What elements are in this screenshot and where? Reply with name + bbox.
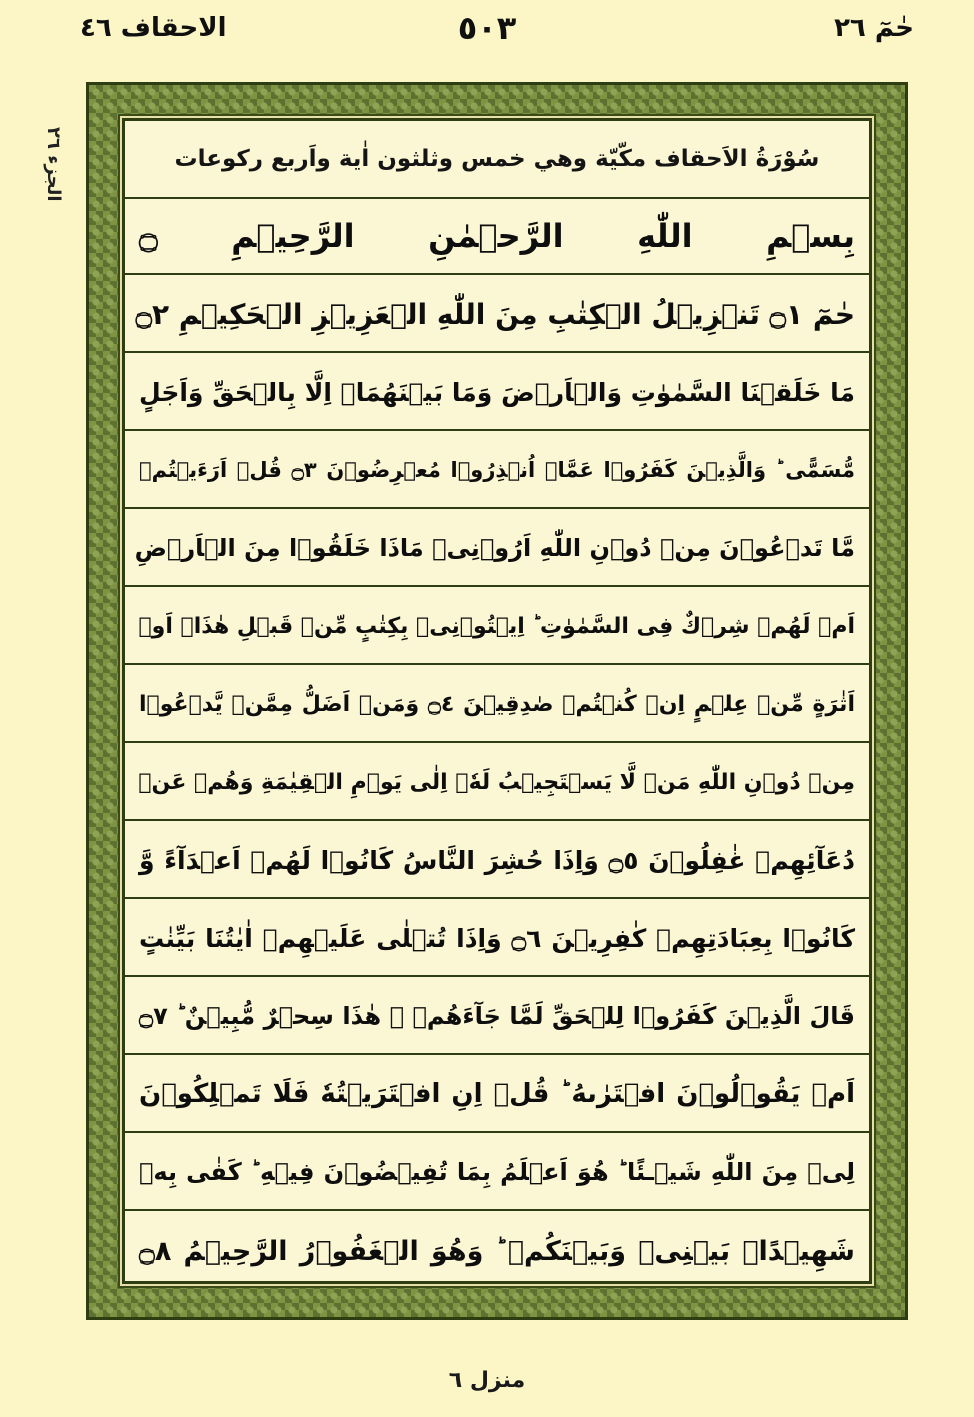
surah-title-box xyxy=(125,121,869,199)
running-header-surah-name: الاحقاف ٤٦ xyxy=(80,13,227,43)
verse-line xyxy=(125,355,869,431)
verse-line-text: مَا خَلَقۡنَا السَّمٰوٰتِ وَالۡاَرۡضَ وَمَا بَيۡنَهُمَاۤ اِلَّا بِالۡحَقِّ وَاَجَلٍ xyxy=(139,377,855,407)
juz-marker: الجزء ٢٦ xyxy=(43,127,64,202)
verse-line-text: اَمۡ يَقُوۡلُوۡنَ افۡتَرٰٮهُ ؕ قُلۡ اِنِ افۡتَرَيۡتُهٗ فَلَا تَمۡلِكُوۡنَ xyxy=(139,1079,855,1109)
verse-line-text: مَّا تَدۡعُوۡنَ مِنۡ دُوۡنِ اللّٰهِ اَرُوۡنِىۡ مَاذَا خَلَقُوۡا مِنَ الۡاَرۡضِ xyxy=(134,534,855,562)
verse-line-text: دُعَآئِهِمۡ غٰفِلُوۡنَ ۝٥ وَاِذَا حُشِرَ النَّاسُ كَانُوۡا لَهُمۡ اَعۡدَآءً وَّ xyxy=(139,845,855,875)
verse-line-text: مُّسَمًّى ؕ وَالَّذِيۡنَ كَفَرُوۡا عَمَّاۤ اُنۡذِرُوۡا مُعۡرِضُوۡنَ ۝٣ قُلۡ اَرَءَيۡتُمۡ xyxy=(139,458,856,482)
verse-line xyxy=(125,433,869,509)
verse-line-text: بِسۡمِ اللّٰهِ الرَّحۡمٰنِ الرَّحِيۡمِ ۝ xyxy=(139,217,855,255)
verse-line xyxy=(125,277,869,353)
surah-title: سُوْرَةُ الاَحقاف مكّيّة وهي خمس وثلثون اٰية واَربع ركوعات xyxy=(174,146,820,172)
verse-line xyxy=(125,745,869,821)
verse-line xyxy=(125,589,869,665)
verse-line-text: اَثٰرَةٍ مِّنۡ عِلۡمٍ اِنۡ كُنۡتُمۡ صٰدِقِيۡنَ ۝٤ وَمَنۡ اَضَلُّ مِمَّنۡ يَّدۡعُوۡا xyxy=(139,691,855,717)
verse-line-text: شَهِيۡدًاۢ بَيۡنِىۡ وَبَيۡنَكُمۡ ؕ وَهُوَ الۡغَفُوۡرُ الرَّحِيۡمُ ۝٨ xyxy=(139,1235,855,1267)
verse-line xyxy=(125,199,869,275)
verse-line xyxy=(125,1057,869,1133)
verse-line-text: اَمۡ لَهُمۡ شِرۡكٌ فِى السَّمٰوٰتِ ؕ اِيۡتُوۡنِىۡ بِكِتٰبٍ مِّنۡ قَبۡلِ هٰذَاۤ اَوۡ xyxy=(138,613,855,639)
verse-line xyxy=(125,823,869,899)
verse-line xyxy=(125,1135,869,1211)
running-header-surah-juz: حٰمٓ ٢٦ xyxy=(834,13,914,43)
verse-line-text: لِىۡ مِنَ اللّٰهِ شَيۡـئًا ؕ هُوَ اَعۡلَمُ بِمَا تُفِيۡضُوۡنَ فِيۡهِ ؕ كَفٰى بِهٖ xyxy=(139,1158,855,1186)
verse-line-text: كَانُوۡا بِعِبَادَتِهِمۡ كٰفِرِيۡنَ ۝٦ وَاِذَا تُتۡلٰى عَلَيۡهِمۡ اٰيٰتُنَا بَيِّنٰتٍ xyxy=(139,923,855,953)
verse-line-text: قَالَ الَّذِيۡنَ كَفَرُوۡا لِلۡحَقِّ لَمَّا جَآءَهُمۡ ۙ هٰذَا سِحۡرٌ مُّبِيۡنٌ ؕ ۝٧ xyxy=(139,1002,855,1030)
verse-line-text: حٰمٓ ۝١ تَنۡزِيۡلُ الۡكِتٰبِ مِنَ اللّٰهِ الۡعَزِيۡزِ الۡحَكِيۡمِ ۝٢ xyxy=(135,297,855,331)
verse-line xyxy=(125,667,869,743)
verse-line xyxy=(125,901,869,977)
verse-line-text: مِنۡ دُوۡنِ اللّٰهِ مَنۡ لَّا يَسۡتَجِيۡبُ لَهٗۤ اِلٰى يَوۡمِ الۡقِيٰمَةِ وَهُمۡ عَنۡ xyxy=(138,769,855,795)
text-panel xyxy=(122,118,872,1284)
verse-line xyxy=(125,979,869,1055)
page-number: ٥٠٣ xyxy=(457,9,517,47)
verse-line xyxy=(125,1213,869,1289)
ornamental-border xyxy=(86,82,908,1320)
verse-line xyxy=(125,511,869,587)
manzil-footer: منزل ٦ xyxy=(448,1368,526,1393)
